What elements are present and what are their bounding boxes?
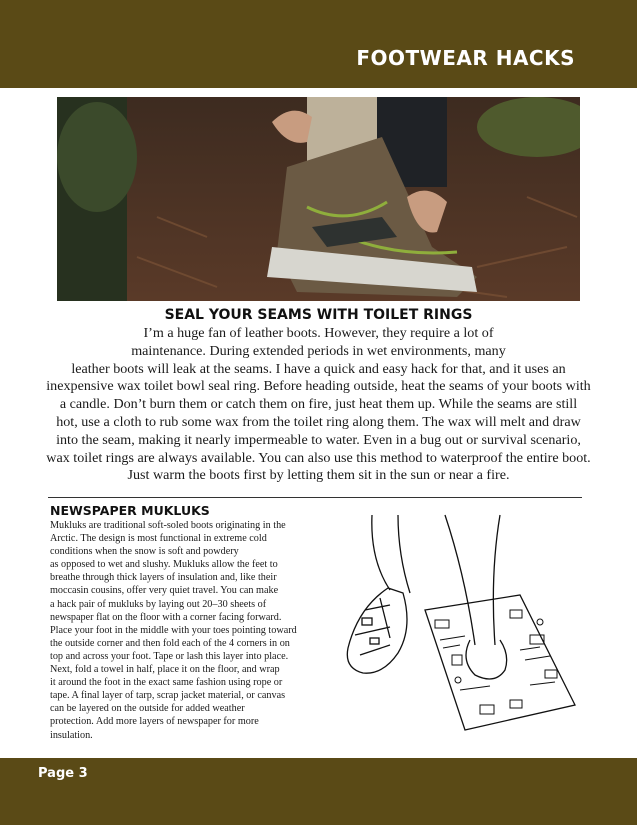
seal-line: wax toilet rings are always available. You can also use this method to waterproof the entire boot. — [46, 449, 591, 466]
seal-line: I’m a huge fan of leather boots. However, they require a lot of — [143, 325, 494, 341]
seal-line: Just warm the boots first by letting them sit in the sun or near a fire. — [127, 467, 510, 484]
newspaper-line: Place your foot in the middle with your toes pointing toward — [50, 624, 297, 636]
seal-line: inexpensive wax toilet bowl seal ring. Before heading outside, heat the seams of your boots with — [46, 378, 591, 395]
newspaper-line: moccasin cousins, offer very quiet travel. You can make — [50, 585, 279, 597]
newspaper-line: protection. Add more layers of newspaper for more — [50, 716, 259, 728]
newspaper-line: breathe through thick layers of insulation and, like their — [50, 572, 277, 584]
seal-section-title: SEAL YOUR SEAMS WITH TOILET RINGS — [164, 307, 473, 323]
newspaper-line: the outside corner and then fold each of the 4 corners in on — [50, 637, 290, 649]
newspaper-line: it around the foot in the exact same fashion using rope or — [50, 677, 283, 689]
seal-section-body — [40, 325, 597, 485]
newspaper-line: insulation. — [50, 729, 93, 741]
newspaper-mukluk-sketch — [340, 510, 585, 740]
header-band — [0, 0, 637, 88]
newspaper-line: conditions when the snow is soft and powdery — [50, 546, 239, 558]
seal-line: a candle. Don’t burn them or catch them on fire, just heat them up. While the seams are still — [59, 396, 578, 413]
newspaper-line: top and across your foot. Tape or lash this layer into place. — [50, 650, 289, 662]
footer-band — [0, 758, 637, 825]
newspaper-line: Next, fold a towel in half, place it on the floor, and wrap — [50, 664, 280, 676]
seal-line: into the seam, making it nearly impermeable to water. Even in a bug out or survival scenario, — [56, 431, 581, 448]
section-divider — [48, 497, 582, 498]
newspaper-line: as opposed to wet and slushy. Mukluks allow the feet to — [50, 559, 278, 571]
newspaper-line: newspaper flat on the floor with a corner facing forward. — [50, 611, 282, 623]
newspaper-line: Mukluks are traditional soft-soled boots originating in the — [50, 520, 286, 531]
newspaper-line: tape. A final layer of tarp, scrap jacket material, or canvas — [50, 690, 286, 702]
seal-line: leather boots will leak at the seams. I have a quick and easy hack for that, and it uses an — [71, 360, 566, 377]
page-number: Page 3 — [38, 766, 88, 781]
newspaper-line: a hack pair of mukluks by laying out 20–30 sheets of — [50, 598, 267, 610]
seal-line: maintenance. During extended periods in wet environments, many — [131, 342, 506, 359]
newspaper-section-title: NEWSPAPER MUKLUKS — [50, 503, 210, 518]
seal-line: hot, use a cloth to rub some wax from the toilet ring along them. The wax will melt and draw — [56, 413, 581, 430]
page-title: FOOTWEAR HACKS — [356, 46, 575, 70]
boot-photo — [57, 97, 580, 301]
newspaper-section-body — [50, 519, 340, 742]
newspaper-line: can be layered on the outside for added weather — [50, 703, 245, 715]
newspaper-line: Arctic. The design is most functional in extreme cold — [50, 533, 267, 545]
